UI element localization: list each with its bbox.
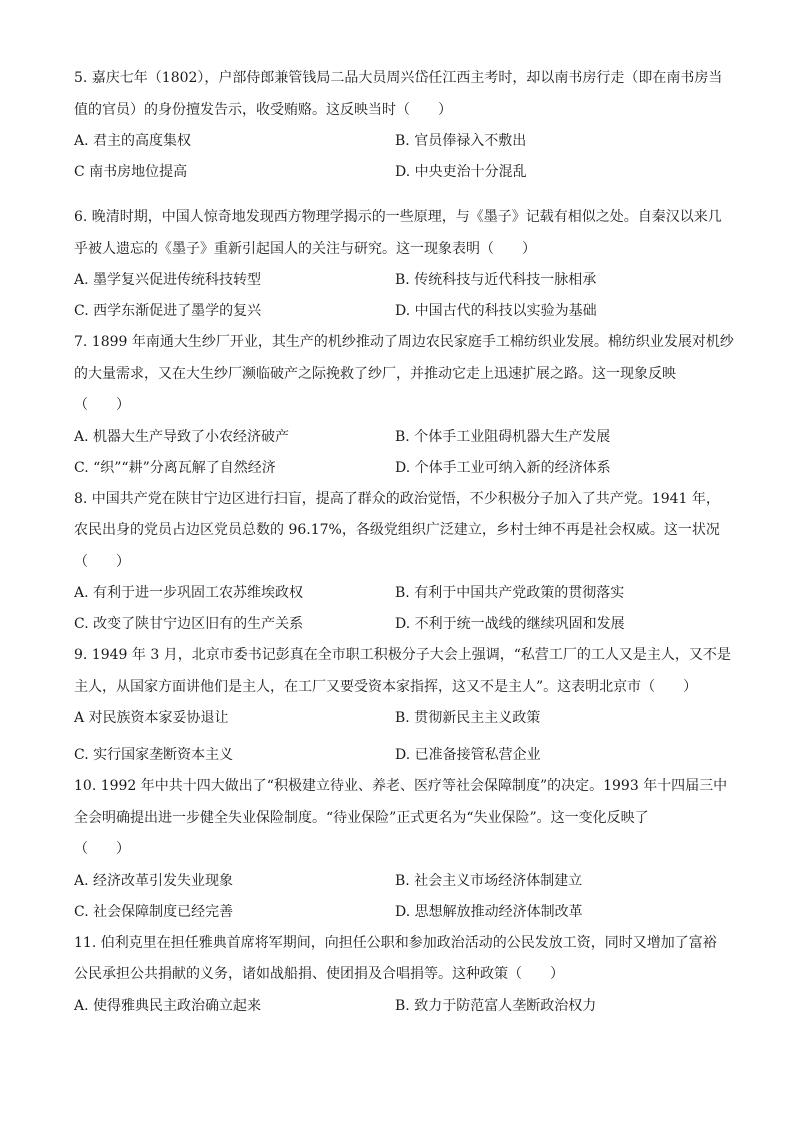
stem-line: 7. 1899 年南通大生纱厂开业，其生产的机纱推动了周边农民家庭手工棉纺织业发展。棉纺织业发展对机纱 bbox=[74, 334, 734, 350]
stem-line: 8. 中国共产党在陕甘宁边区进行扫盲，提高了群众的政治觉悟，不少积极分子加入了共产党。1941 年， bbox=[74, 490, 720, 507]
option-c[interactable]: C 南书房地位提高 bbox=[74, 164, 188, 180]
stem-line: 乎被人遗忘的《墨子》重新引起国人的关注与研究。这一现象表明（ ） bbox=[74, 240, 536, 257]
question-5 bbox=[74, 63, 734, 188]
question-stem bbox=[74, 928, 734, 991]
option-a[interactable]: A. 君主的高度集权 bbox=[74, 133, 192, 149]
stem-line: 11. 伯利克里在担任雅典首席将军期间，向担任公职和参加政治活动的公民发放工资，同时又增加了富裕 bbox=[74, 934, 717, 951]
question-7 bbox=[74, 327, 734, 484]
option-b[interactable]: B. 传统科技与近代科技一脉相承 bbox=[395, 272, 597, 288]
question-stem bbox=[74, 771, 734, 866]
option-a[interactable]: A. 墨学复兴促进传统科技转型 bbox=[74, 272, 262, 288]
option-b[interactable]: B. 有利于中国共产党政策的贯彻落实 bbox=[395, 585, 625, 601]
option-b[interactable]: B. 致力于防范富人垄断政治权力 bbox=[395, 997, 597, 1014]
question-6 bbox=[74, 202, 734, 327]
stem-line: 6. 晚清时期，中国人惊奇地发现西方物理学揭示的一些原理，与《墨子》记载有相似之处。自秦汉以来几 bbox=[74, 209, 722, 225]
option-a[interactable]: A. 机器大生产导致了小农经济破产 bbox=[74, 428, 290, 445]
question-10 bbox=[74, 771, 734, 928]
option-c[interactable]: C. 实行国家垄断资本主义 bbox=[74, 747, 234, 763]
stem-line: 9. 1949 年 3 月，北京市委书记彭真在全市职工积极分子大会上强调，“私营工厂的工人又是主人，又不是 bbox=[74, 647, 731, 663]
stem-line: 值的官员）的身份擅发告示，收受贿赂。这反映当时（ ） bbox=[74, 101, 452, 118]
stem-line: 农民出身的党员占边区党员总数的 96.17%，各级党组织广泛建立，乡村士绅不再是社会权威。这一状况 bbox=[74, 522, 720, 538]
option-b[interactable]: B. 贯彻新民主主义政策 bbox=[395, 710, 541, 726]
question-stem bbox=[74, 327, 734, 422]
option-c[interactable]: C. 改变了陕甘宁边区旧有的生产关系 bbox=[74, 616, 304, 632]
stem-line: 主人，从国家方面讲他们是主人，在工厂又要受资本家指挥，这又不是主人”。这表明北京市（ ） bbox=[74, 678, 698, 695]
stem-line: 全会明确提出进一步健全失业保险制度。“待业保险”正式更名为“失业保险”。这一变化反映了 bbox=[74, 809, 649, 826]
stem-line: 公民承担公共捐献的义务，诸如战船捐、使团捐及合唱捐等。这种政策（ ） bbox=[74, 966, 564, 982]
question-stem bbox=[74, 640, 734, 703]
option-b[interactable]: B. 个体手工业阻碍机器大生产发展 bbox=[395, 428, 611, 445]
option-b[interactable]: B. 社会主义市场经济体制建立 bbox=[395, 872, 583, 889]
option-d[interactable]: D. 不利于统一战线的继续巩固和发展 bbox=[395, 616, 625, 632]
stem-line: 10. 1992 年中共十四大做出了“积极建立待业、养老、医疗等社会保障制度”的决定。1993 年十四届三中 bbox=[74, 778, 728, 794]
option-d[interactable]: D. 个体手工业可纳入新的经济体系 bbox=[395, 459, 611, 476]
question-stem bbox=[74, 484, 734, 579]
option-a[interactable]: A. 有利于进一步巩固工农苏维埃政权 bbox=[74, 585, 304, 601]
question-stem bbox=[74, 202, 734, 265]
option-c[interactable]: C. 西学东渐促进了墨学的复兴 bbox=[74, 303, 262, 319]
stem-line: （ ） bbox=[74, 841, 130, 857]
option-a[interactable]: A. 使得雅典民主政治确立起来 bbox=[74, 997, 262, 1014]
stem-line: 5. 嘉庆七年（1802），户部侍郎兼管钱局二品大员周兴岱任江西主考时，却以南书房行走（即在南书房当 bbox=[74, 70, 723, 86]
exam-page bbox=[74, 63, 734, 1022]
stem-line: （ ） bbox=[74, 397, 130, 413]
option-a[interactable]: A. 经济改革引发失业现象 bbox=[74, 872, 234, 889]
question-11 bbox=[74, 928, 734, 1022]
option-c[interactable]: C. “织”“耕”分离瓦解了自然经济 bbox=[74, 459, 276, 476]
option-a[interactable]: A 对民族资本家妥协退让 bbox=[74, 710, 229, 726]
option-d[interactable]: D. 思想解放推动经济体制改革 bbox=[395, 903, 583, 920]
option-b[interactable]: B. 官员俸禄入不敷出 bbox=[395, 133, 527, 149]
option-c[interactable]: C. 社会保障制度已经完善 bbox=[74, 903, 234, 920]
option-d[interactable]: D. 中央吏治十分混乱 bbox=[395, 164, 527, 180]
option-d[interactable]: D. 已准备接管私营企业 bbox=[395, 747, 541, 763]
option-d[interactable]: D. 中国古代的科技以实验为基础 bbox=[395, 303, 597, 319]
stem-line: （ ） bbox=[74, 553, 130, 570]
stem-line: 的大量需求，又在大生纱厂濒临破产之际挽救了纱厂，并推动它走上迅速扩展之路。这一现象反映 bbox=[74, 365, 676, 382]
question-stem bbox=[74, 63, 734, 126]
question-9 bbox=[74, 640, 734, 771]
question-8 bbox=[74, 484, 734, 641]
